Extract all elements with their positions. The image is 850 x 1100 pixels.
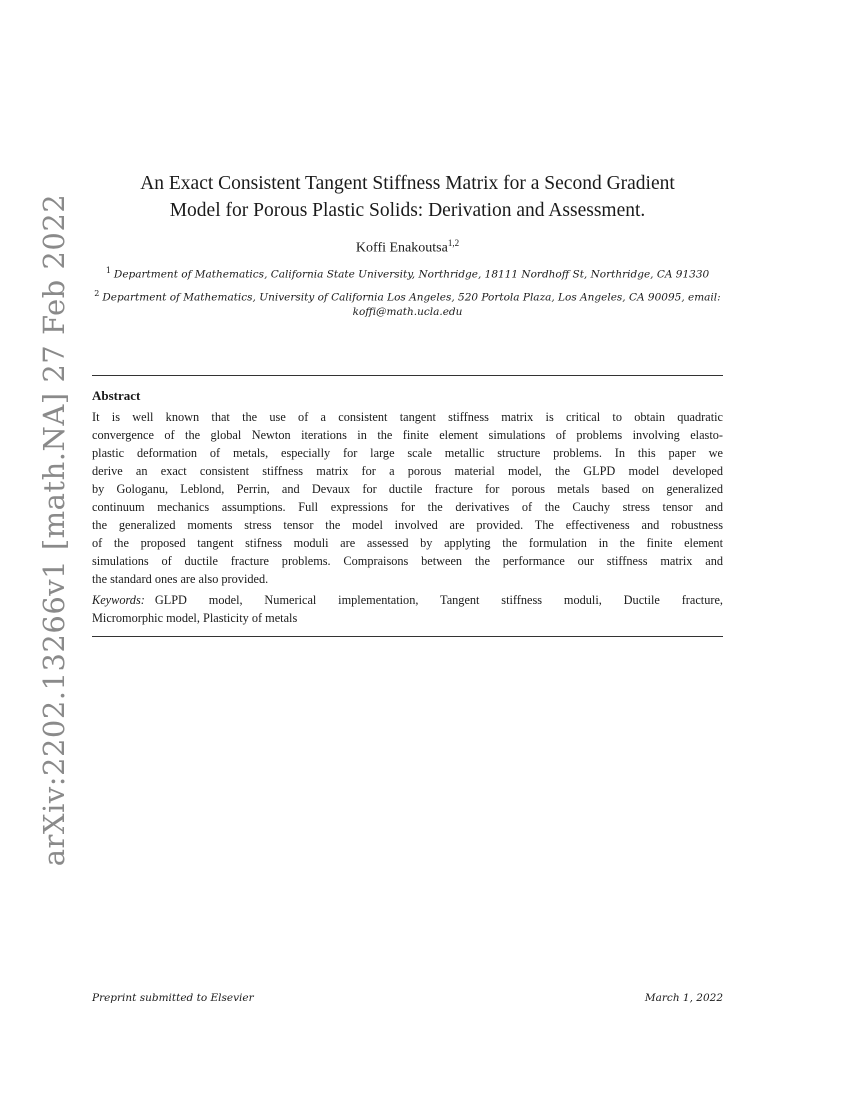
paper-title	[92, 170, 723, 224]
title-line: An Exact Consistent Tangent Stiffness Matrix for a Second Gradient	[140, 173, 675, 194]
abstract-line: derive an exact consistent stiffness matrix for a porous material model, the GLPD model developed	[92, 464, 723, 478]
abstract-line: the generalized moments stress tensor the model involved are provided. The effectiveness and robustness	[92, 518, 723, 532]
abstract-line: by Gologanu, Leblond, Perrin, and Devaux for ductile fracture for porous metals based on generalized	[92, 482, 723, 496]
title-line: Model for Porous Plastic Solids: Derivation and Assessment.	[169, 200, 646, 221]
keywords-label: Keywords:	[92, 593, 145, 607]
abstract-line: It is well known that the use of a consistent tangent stiffness matrix is critical to obtain quadratic	[92, 410, 723, 424]
abstract-heading: Abstract	[92, 388, 141, 403]
keywords-line	[92, 591, 723, 609]
abstract-top-rule	[92, 375, 723, 376]
author-name: Koffi Enakoutsa	[355, 240, 448, 256]
abstract-line: plastic deformation of metals, especially for large scale metallic structure problems. In this paper we	[92, 446, 723, 460]
abstract-line: simulations of ductile fracture problems. Compraisons between the performance our stiffness matrix and	[92, 554, 723, 568]
arxiv-identifier-stamp: arXiv:2202.13266v1 [math.NA] 27 Feb 2022	[37, 193, 71, 867]
affiliation-email: koffi@math.ucla.edu	[352, 305, 463, 318]
keywords-text: GLPD model, Numerical implementation, Tangent stiffness moduli, Ductile fracture,	[154, 593, 723, 607]
author-line	[92, 238, 723, 257]
abstract-line: convergence of the global Newton iterations in the finite element simulations of problems involving elasto-	[92, 428, 723, 442]
affiliation-mark: 1	[105, 266, 111, 275]
footer-preprint-note: Preprint submitted to Elsevier	[92, 992, 254, 1004]
author-affiliation-marks: 1,2	[447, 238, 460, 248]
abstract-line: continuum mechanics assumptions. Full expressions for the derivatives of the Cauchy stress tensor and	[92, 500, 723, 514]
footer-date: March 1, 2022	[644, 992, 723, 1004]
affiliation-text: Department of Mathematics, University of California Los Angeles, 520 Portola Plaza, Los Angeles, CA 90095, email:	[102, 291, 721, 304]
affiliation-2	[92, 287, 723, 319]
abstract-bottom-rule	[92, 636, 723, 637]
affiliation-text: Department of Mathematics, California State University, Northridge, 18111 Nordhoff St, Northridge, CA 91330	[113, 268, 710, 281]
abstract-line: of the proposed tangent stifness moduli are assessed by applyting the formulation in the finite element	[92, 536, 723, 550]
abstract-line: the standard ones are also provided.	[92, 572, 269, 586]
keywords-line: Micromorphic model, Plasticity of metals	[92, 611, 298, 625]
affiliation-mark: 2	[94, 289, 100, 298]
affiliation-1	[92, 264, 723, 282]
